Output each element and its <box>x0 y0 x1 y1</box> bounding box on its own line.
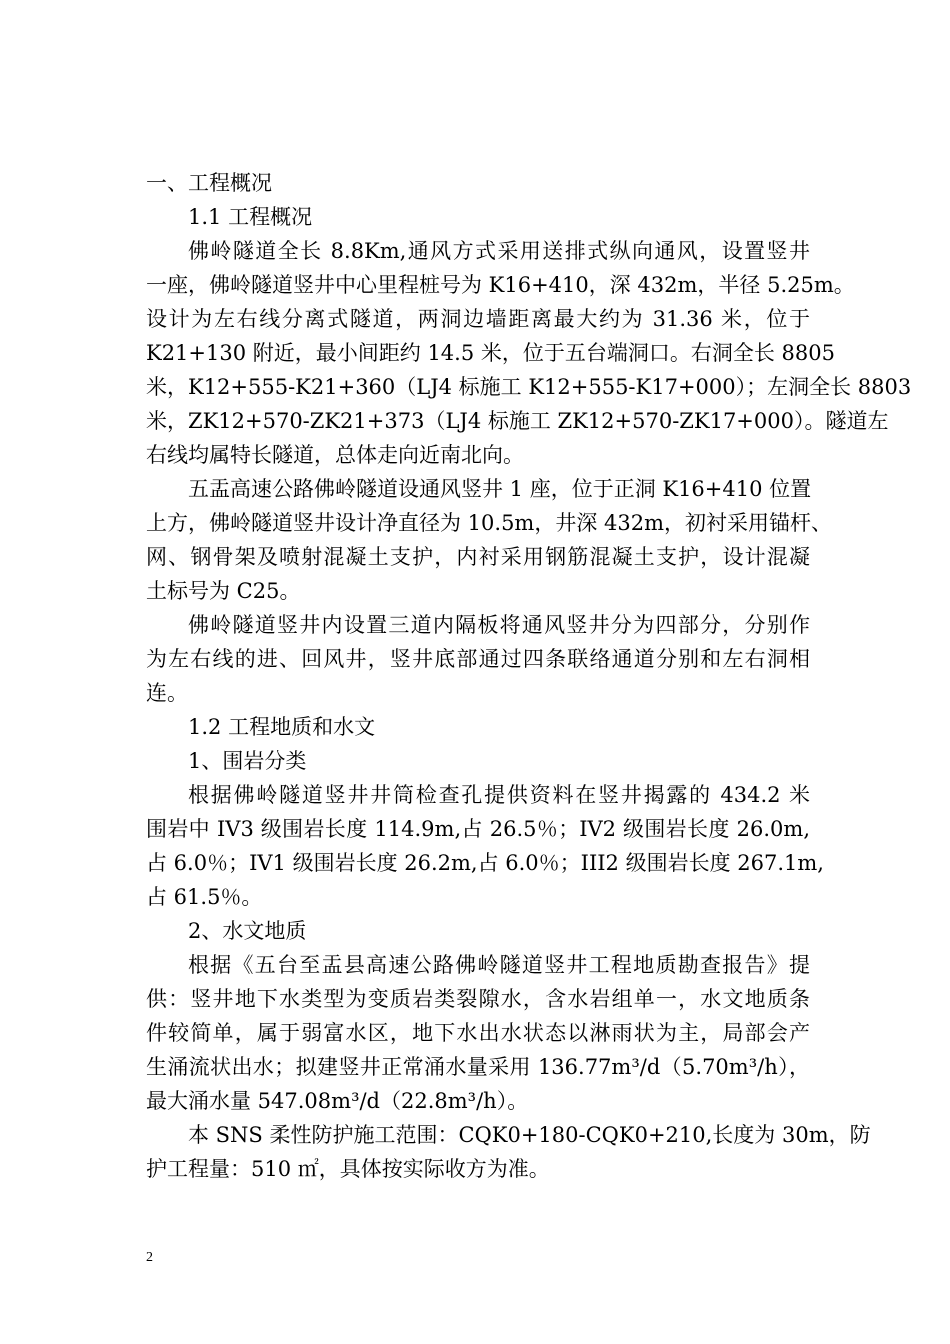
paragraph-line: 设计为左右线分离式隧道，两洞边墙距离最大约为 31.36 米，位于 <box>146 307 810 331</box>
paragraph-line: 佛岭隧道全长 8.8Km,通风方式采用送排式纵向通风，设置竖井 <box>188 239 810 263</box>
paragraph-overview <box>146 234 912 472</box>
section-heading: 一、工程概况 <box>146 171 272 195</box>
item-heading: 2、水文地质 <box>188 919 307 943</box>
paragraph-line: 五盂高速公路佛岭隧道设通风竖井 1 座，位于正洞 K16+410 位置 <box>188 477 812 501</box>
paragraph-line: 为左右线的进、回风井，竖井底部通过四条联络通道分别和左右洞相 <box>146 647 810 671</box>
paragraph-line: 一座，佛岭隧道竖井中心里程桩号为 K16+410，深 432m，半径 5.25m。 <box>146 273 855 297</box>
page-number: 2 <box>146 1250 153 1265</box>
paragraph-line: 土标号为 C25。 <box>146 579 301 603</box>
paragraph-line: 占 6.0％；IV1 级围岩长度 26.2m,占 6.0％；III2 级围岩长度 267.1m, <box>146 851 824 875</box>
paragraph-rock-classification <box>146 778 824 914</box>
item-heading: 1、围岩分类 <box>188 749 307 773</box>
paragraph-line: 生涌流状出水；拟建竖井正常涌水量采用 136.77m³/d（5.70m³/h）， <box>146 1055 810 1079</box>
document-body <box>146 166 912 1186</box>
paragraph-shaft <box>146 472 833 608</box>
paragraph-line: 右线均属特长隧道，总体走向近南北向。 <box>146 443 524 467</box>
paragraph-line: 护工程量：510 ㎡，具体按实际收方为准。 <box>146 1157 550 1181</box>
paragraph-line: 连。 <box>146 681 188 705</box>
paragraph-line: 供：竖井地下水类型为变质岩类裂隙水，含水岩组单一，水文地质条 <box>146 987 810 1011</box>
paragraph-partition <box>146 608 810 710</box>
paragraph-line: 围岩中 IV3 级围岩长度 114.9m,占 26.5％；IV2 级围岩长度 26.0m, <box>146 817 810 841</box>
paragraph-line: 根据《五台至盂县高速公路佛岭隧道竖井工程地质勘查报告》提 <box>188 953 810 977</box>
paragraph-line: 最大涌水量 547.08m³/d（22.8m³/h）。 <box>146 1089 529 1113</box>
paragraph-line: 件较简单，属于弱富水区，地下水出水状态以淋雨状为主，局部会产 <box>146 1021 810 1045</box>
paragraph-line: 米，K12+555-K21+360（LJ4 标施工 K12+555-K17+000）；左洞全长 8803 <box>146 375 912 399</box>
paragraph-line: 网、钢骨架及喷射混凝土支护，内衬采用钢筋混凝土支护，设计混凝 <box>146 545 810 569</box>
paragraph-line: 占 61.5％。 <box>146 885 263 909</box>
paragraph-line: 本 SNS 柔性防护施工范围：CQK0+180-CQK0+210,长度为 30m，防 <box>188 1123 871 1147</box>
paragraph-line: K21+130 附近，最小间距约 14.5 米，位于五台端洞口。右洞全长 8805 <box>146 341 835 365</box>
paragraph-line: 佛岭隧道竖井内设置三道内隔板将通风竖井分为四部分，分别作 <box>188 613 810 637</box>
paragraph-sns-scope <box>146 1118 871 1186</box>
subsection-heading: 1.1 工程概况 <box>188 205 313 229</box>
paragraph-line: 米，ZK12+570-ZK21+373（LJ4 标施工 ZK12+570-ZK17+000）。隧道左 <box>146 409 889 433</box>
paragraph-line: 根据佛岭隧道竖井井筒检查孔提供资料在竖井揭露的 434.2 米 <box>188 783 810 807</box>
paragraph-hydrogeology <box>146 948 810 1118</box>
subsection-heading: 1.2 工程地质和水文 <box>188 715 376 739</box>
paragraph-line: 上方，佛岭隧道竖井设计净直径为 10.5m，井深 432m，初衬采用锚杆、 <box>146 511 833 535</box>
